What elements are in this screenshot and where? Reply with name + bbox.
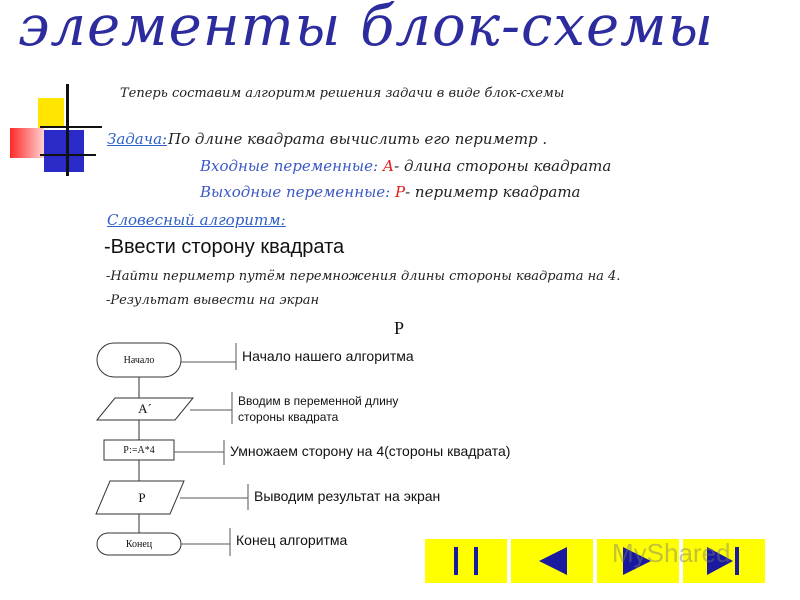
page-title: элементы блок-схемы	[18, 0, 715, 59]
verbal-algorithm-link[interactable]: Словесный алгоритм:	[107, 211, 286, 229]
annotation-input-line2: стороны квадрата	[238, 410, 339, 424]
output-variable-desc: - периметр квадрата	[405, 183, 581, 201]
input-variables-label: Входные переменные:	[200, 157, 379, 175]
start-label: Начало	[123, 354, 155, 366]
input-label: А´	[138, 401, 152, 416]
annotation-start: Начало нашего алгоритма	[242, 348, 414, 364]
first-slide-button[interactable]	[425, 539, 507, 583]
annotation-output: Выводим результат на экран	[254, 488, 441, 504]
output-variables-label: Выходные переменные:	[200, 183, 391, 201]
annotation-input-line1: Вводим в переменной длину	[238, 394, 399, 408]
input-variable-desc: - длина стороны квадрата	[394, 157, 612, 175]
first-icon	[425, 539, 507, 583]
back-icon	[511, 539, 593, 583]
perimeter-label: Р	[394, 318, 405, 338]
annotation-end: Конец алгоритма	[236, 532, 348, 548]
step-1: -Ввести сторону квадрата	[104, 236, 345, 258]
annotation-process: Умножаем сторону на 4(стороны квадрата)	[230, 443, 511, 459]
intro-text: Теперь составим алгоритм решения задачи в виде блок-схемы	[120, 86, 565, 101]
back-button[interactable]	[511, 539, 593, 583]
task-text: По длине квадрата вычислить его периметр .	[168, 130, 548, 148]
step-2: -Найти периметр путём перемножения длины стороны квадрата на 4.	[106, 269, 621, 284]
task-link[interactable]: Задача:	[107, 130, 168, 148]
output-variable-name: Р	[395, 183, 406, 201]
end-label: Конец	[125, 538, 153, 550]
watermark: MyShared	[612, 538, 731, 568]
step-3: -Результат вывести на экран	[106, 293, 320, 308]
output-label: Р	[138, 489, 146, 505]
input-variable-name: А	[382, 157, 395, 175]
process-label: Р:=А*4	[123, 444, 155, 456]
